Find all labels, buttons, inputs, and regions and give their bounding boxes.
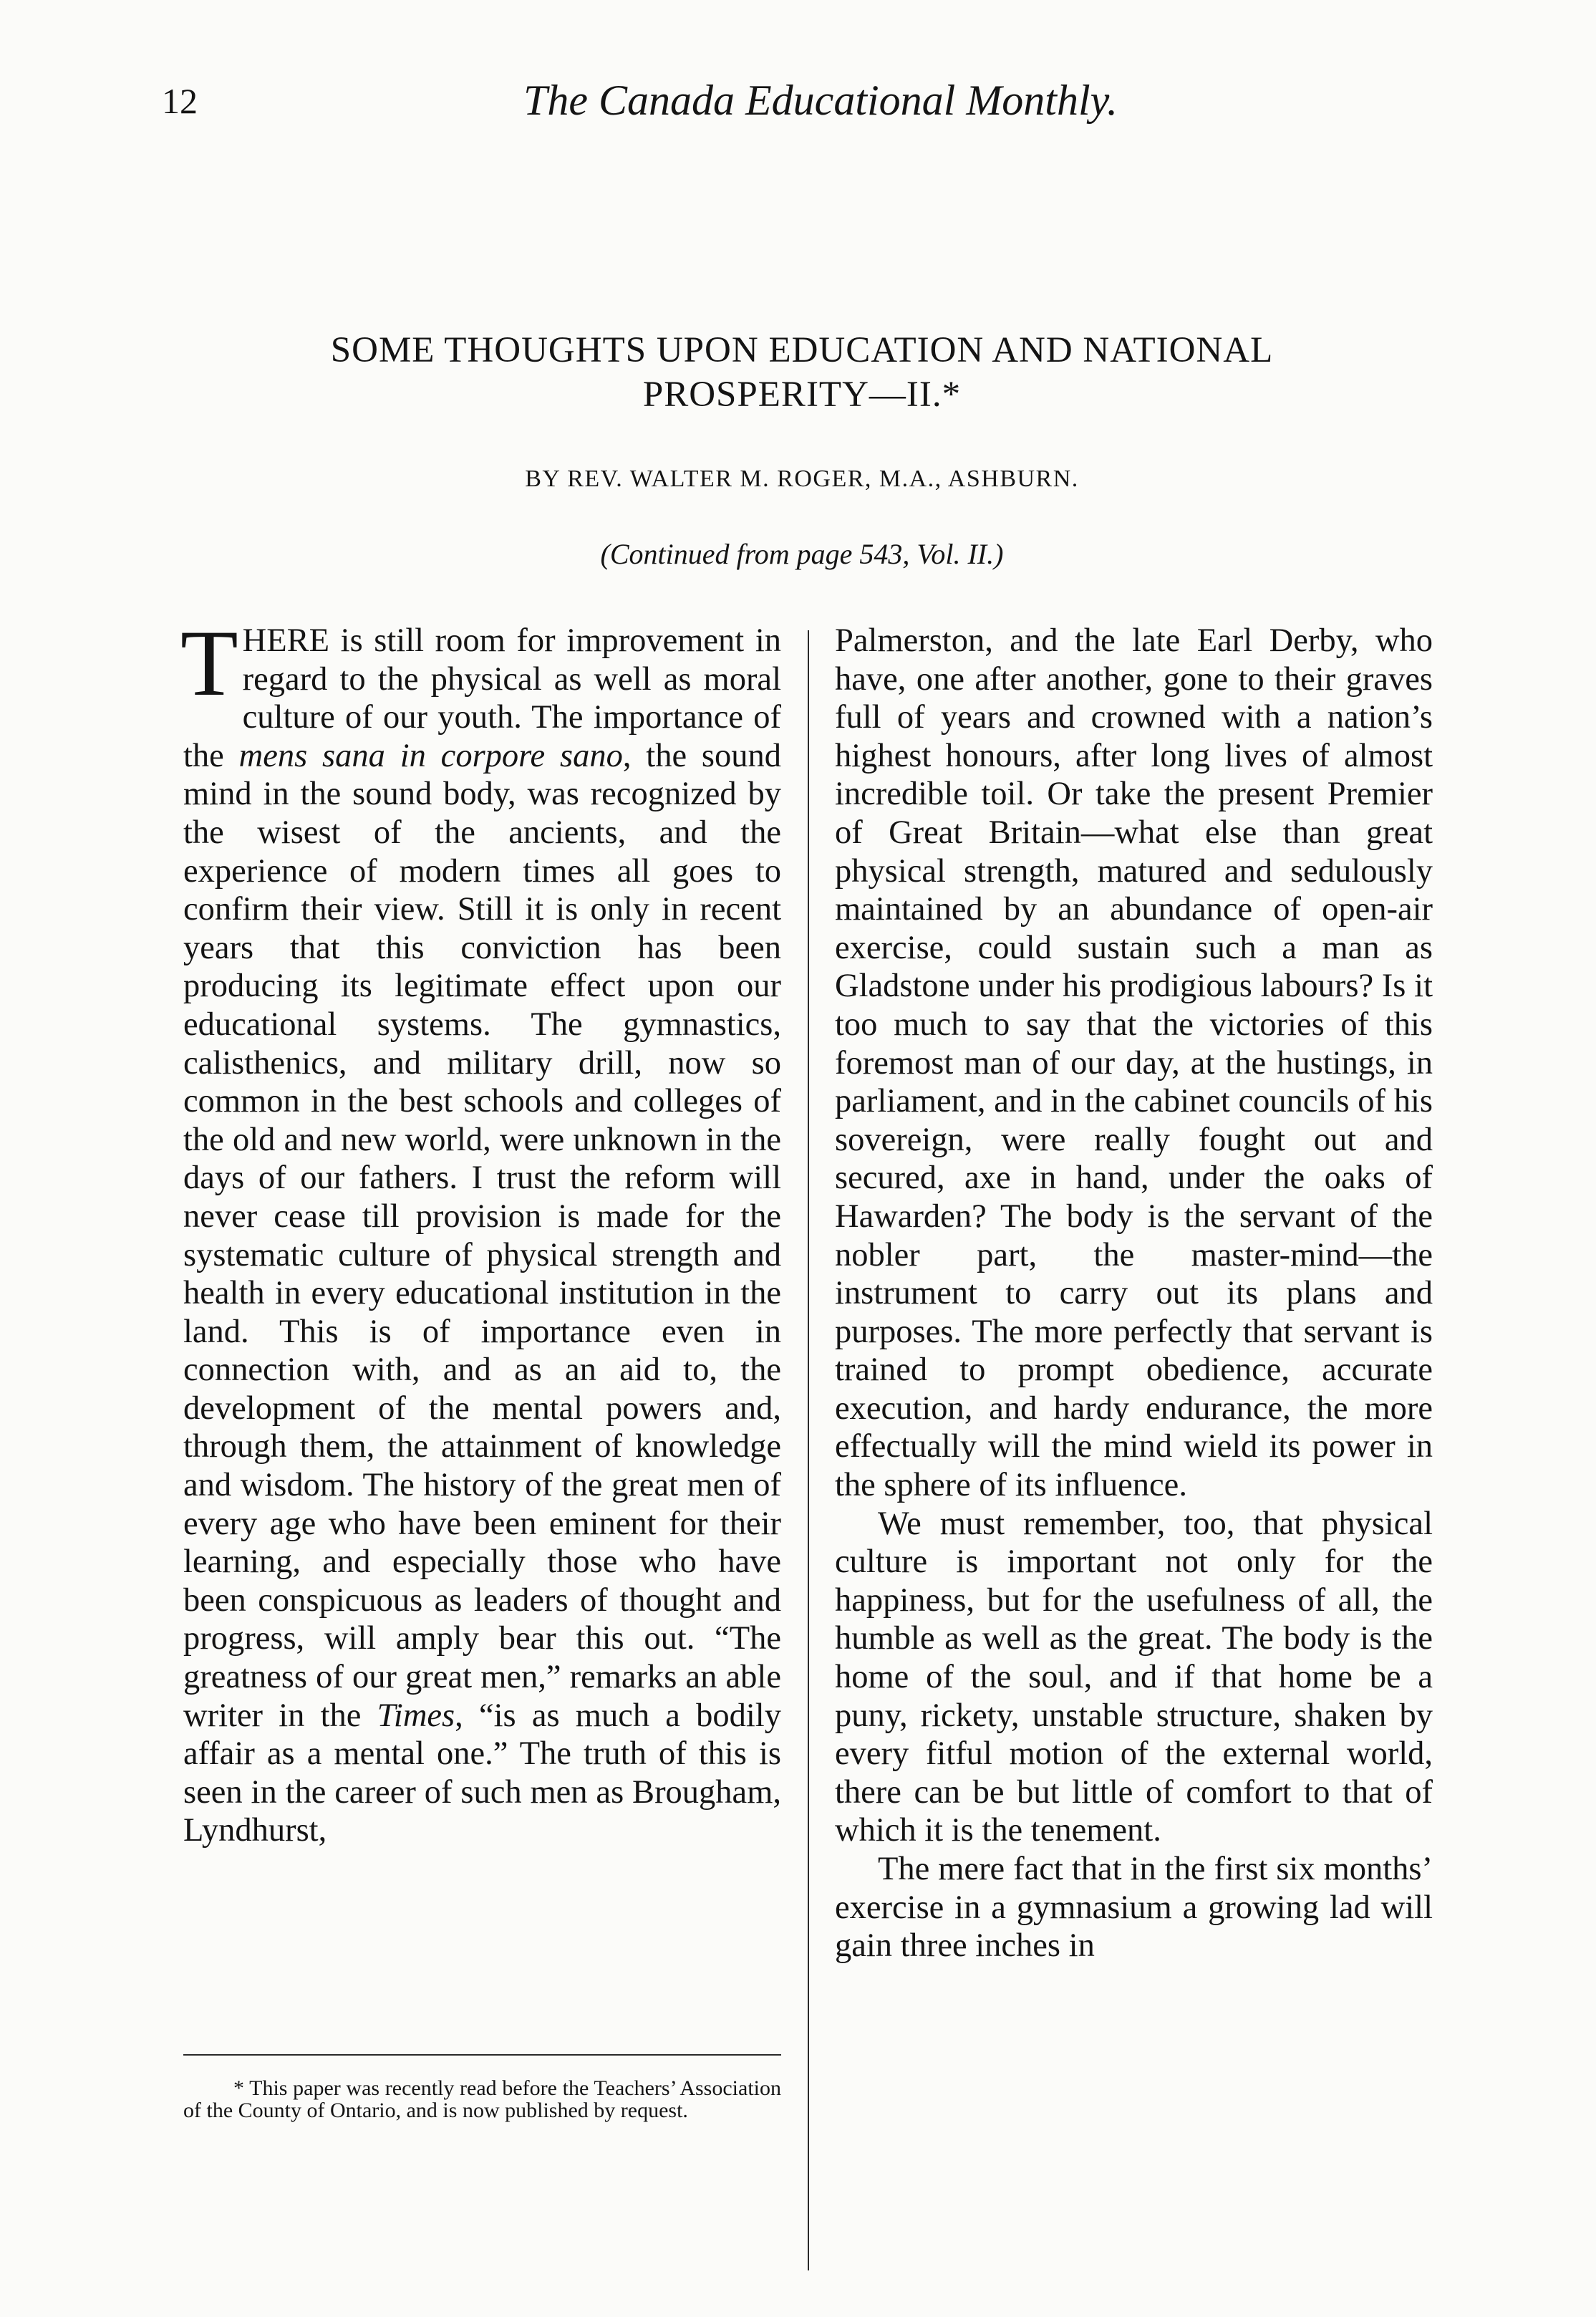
- paragraph: [180, 610, 782, 1850]
- text-run: , “is as much a bodily affair as a mental one.” The truth of this is seen in the career of such men as Brougham, Lyndhurst,: [183, 1697, 781, 1849]
- column-divider: [808, 630, 809, 2270]
- paragraph: We must remember, too, that physical culture is important not only for the happiness, but for the usefulness of all, the humble as well as the great. The body is the home of the soul, and if that home be a puny, rickety, unstable structure, shaken by every fitful motion of the external world, there can be but little of comfort to that of which it is the tenement.: [835, 1505, 1433, 1849]
- right-column: [835, 622, 1433, 1965]
- left-column: [180, 610, 782, 1850]
- byline: BY REV. WALTER M. ROGER, M.A., ASHBURN.: [525, 466, 1079, 492]
- footnote-rule: [183, 2054, 781, 2056]
- latin-phrase: mens sana in corpore sano: [238, 737, 623, 774]
- continued-note: (Continued from page 543, Vol. II.): [600, 538, 1004, 570]
- paragraph: The mere fact that in the first six months’ exercise in a gymnasium a growing lad will gain three inches in: [835, 1851, 1433, 1965]
- text-run: HERE is still room for improvement in regard to the physical as well as moral culture of our youth. The importance of the: [183, 622, 781, 774]
- article-title: SOME THOUGHTS UPON EDUCATION AND NATIONAL PROSPERITY—II.*: [330, 330, 1274, 415]
- page-number: 12: [162, 81, 198, 121]
- footnote: * This paper was recently read before the Teachers’ Association of the County of Ontario, and is now published by request.: [183, 2076, 781, 2122]
- journal-title: The Canada Educational Monthly.: [523, 77, 1118, 124]
- text-run: , the sound mind in the sound body, was recognized by the wisest of the ancients, and the experience of modern times all goes to confirm their view. Still it is only in recent years that this conviction has been producing its legitimate effect upon our educational systems. The gymnastics, calisthenics, and military drill, now so common in the best schools and colleges of the old and new world, were unknown in the days of our fathers. I trust the reform will never cease till provision is made for the systematic culture of physical strength and health in every educational institution in the land. This is of importance even in connection with, and as an aid to, the development of the mental powers and, through them, the attainment of knowledge and wisdom. The history of the great men of every age who have been eminent for their learning, and especially those who have been conspicuous as leaders of thought and progress, will amply bear this out. “The greatness of our great men,” remarks an able writer in the: [183, 737, 782, 1734]
- running-head: [162, 66, 1479, 138]
- newspaper-title: Times: [377, 1697, 455, 1734]
- drop-cap: T: [180, 610, 238, 716]
- paragraph: Palmerston, and the late Earl Derby, who have, one after another, gone to their graves full of years and crowned with a nation’s highest honours, after long lives of almost incredible toil. Or take the present Premier of Great Britain—what else than great physical strength, matured and sedulously maintained by an abundance of open-air exercise, could sustain such a man as Gladstone under his prodigious labours? Is it too much to say that the victories of this foremost man of our day, at the hustings, in parliament, and in the cabinet councils of his sovereign, were really fought out and secured, axe in hand, under the oaks of Hawarden? The body is the servant of the nobler part, the master-mind—the instrument to carry out its plans and purposes. The more perfectly that servant is trained to prompt obedience, accurate execution, and hardy endurance, the more effectually will the mind wield its power in the sphere of its influence.: [835, 622, 1433, 1504]
